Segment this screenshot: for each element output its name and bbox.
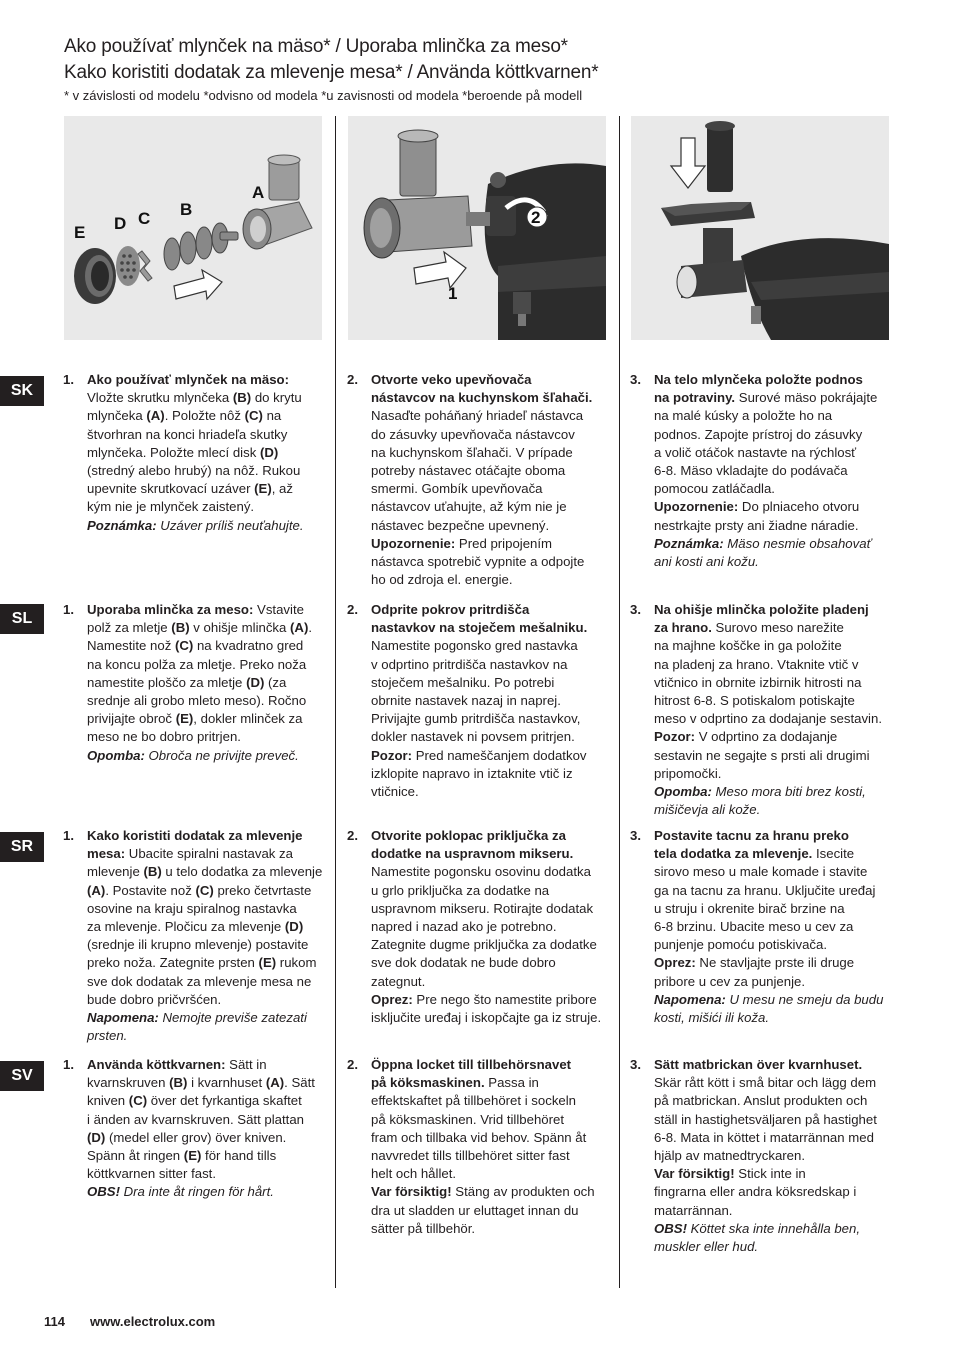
figure-attach-to-mixer	[348, 116, 606, 340]
step-text-line: 6-8. Mäso vkladajte do podávača	[654, 463, 848, 479]
step-text-line: Kako koristiti dodatak za mlevenje	[87, 828, 303, 843]
step-text-line: kvarnskruven (B) i kvarnhuset (A). Sätt	[87, 1075, 315, 1091]
step-text-line: sestavin ne segajte s prsti ali drugimi	[654, 747, 870, 763]
step-text-line: napred i nazad ako je potrebno.	[371, 919, 557, 935]
step-text-line: na koncu polža za mletje. Preko noža	[87, 656, 307, 672]
step-text-line: Poznámka: Mäso nesmie obsahovať	[654, 535, 872, 551]
step-text-line: OBS! Köttet ska inte innehålla ben,	[654, 1220, 860, 1236]
step-text-line: dra ut sladden ur eluttaget innan du	[371, 1202, 579, 1218]
step-text-line: Spänn åt ringen (E) för hand tills	[87, 1148, 277, 1164]
step-text-line: sätter på tillbehör.	[371, 1220, 476, 1236]
step-text-line: kým nie je mlynček zaistený.	[87, 499, 255, 515]
step-text-line: Odprite pokrov pritrdišča	[371, 602, 530, 617]
step-sr-1	[63, 827, 335, 1045]
column-divider-2	[619, 116, 620, 1288]
step-text-line: potreby nástavec otáčajte oboma	[371, 463, 566, 479]
step-text-line: za mlevenje. Pločicu za mlevenje (D)	[87, 919, 304, 935]
step-text-line: na pladenj za hrano. Vtaknite vtič v	[654, 656, 859, 672]
step-sk-1	[63, 371, 335, 535]
step-text-line: helt och hållet.	[371, 1166, 457, 1182]
step-text-line: mlynčeka. Položte mlecí disk (D)	[87, 444, 279, 460]
step-text-line: na majhne koščke in ga položite	[654, 638, 842, 654]
step-text-line: srednje ali grobo mleto meso). Ročno	[87, 693, 307, 709]
step-text-line: prsten.	[87, 1028, 128, 1044]
lang-tab-sv: SV	[0, 1061, 44, 1091]
step-text-line: podnos. Zapojte prístroj do zásuvky	[654, 426, 863, 442]
step-text-line: Otvorte veko upevňovača	[371, 372, 532, 387]
step-text-line: stoječem mešalniku. Po potrebi	[371, 674, 555, 690]
step-text-line: Pozor: Pred nameščanjem dodatkov	[371, 747, 587, 763]
step-text-line: Var försiktig! Stäng av produkten och	[371, 1184, 595, 1200]
step-text-line: (srednje ili krupno mlevenje) postavite	[87, 937, 309, 953]
step-text-line: pomocou zatláčadla.	[654, 481, 775, 497]
step-text-line: nástavcov uťahujte, až kým nie je	[371, 499, 567, 515]
step-text-line: Poznámka: Uzáver príliš neuťahujte.	[87, 517, 304, 533]
step-text-line: fingrarna eller andra köksredskap i	[654, 1184, 857, 1200]
label-b: B	[180, 200, 193, 219]
step-text-line: ani kosti ani kožu.	[654, 554, 759, 570]
step-text-line: navvredet tills tillbehöret sitter fast	[371, 1148, 570, 1164]
step-text-line: dokler nastavek ni povsem pritrjen.	[371, 729, 575, 745]
step-text-line: osovine na kraju spiralnog nastavka	[87, 900, 297, 916]
step-text-line: meso v odprtino za dodajanje sestavin.	[654, 711, 882, 727]
step-text-line: do zásuvky upevňovača nástavcov	[371, 426, 575, 442]
step-number: 1.	[63, 828, 74, 843]
step-text-line: dodatke na uspravnom mikseru.	[371, 846, 574, 862]
step-text-line: Opomba: Meso mora biti brez kosti,	[654, 784, 866, 800]
step-text-line: 6-8 brzinu. Ubacite meso u cev za	[654, 919, 854, 935]
step-text-line: Opomba: Obroča ne privijte preveč.	[87, 747, 299, 763]
step-text-line: Na ohišje mlinčka položite pladenj	[654, 602, 869, 617]
step-text-line: u grlo priključka za dodatke na	[371, 882, 550, 898]
step-text-line: på köksmaskinen. Vrid tillbehöret	[371, 1111, 565, 1127]
step-text-line: mišičevja ali kože.	[654, 802, 761, 818]
step-text-line: Vložte skrutku mlynčeka (B) do krytu	[87, 390, 302, 406]
step-text-line: Namestite pogonsko gred nastavka	[371, 638, 578, 654]
step-text-line: ga na tacnu za hranu. Uključite uređaj	[654, 882, 876, 898]
step-text-line: upevnite skrutkovací uzáver (E), až	[87, 481, 293, 497]
step-text-line: muskler eller hud.	[654, 1239, 759, 1255]
step-text-line: Använda köttkvarnen: Sätt in	[87, 1057, 267, 1072]
step-text-line: OBS! Dra inte åt ringen för hårt.	[87, 1184, 274, 1200]
step-text-line: namestite ploščo za mletje (D) (za	[87, 674, 287, 690]
step-number: 1.	[63, 372, 74, 387]
page-number: 114	[44, 1314, 65, 1329]
step-number: 1.	[63, 602, 74, 617]
label-step-1: 1	[448, 284, 458, 303]
step-sk-2	[347, 371, 619, 589]
lang-tab-sl: SL	[0, 604, 44, 634]
step-text-line: Upozornenie: Pred pripojením	[371, 535, 553, 551]
step-number: 2.	[347, 602, 358, 617]
step-text-line: na kuchynskom šľahači. V prípade	[371, 444, 573, 460]
step-text-line: fram och tillbaka vid behov. Spänn åt	[371, 1129, 587, 1145]
step-text-line: tela dodatka za mlevenje. Isecite	[654, 846, 855, 862]
lang-tab-sk: SK	[0, 376, 44, 406]
step-text-line: vtičnice.	[371, 784, 419, 800]
step-text-line: Oprez: Ne stavljajte prste ili druge	[654, 955, 855, 971]
step-text-line: punjenje pomoću potiskivača.	[654, 937, 828, 953]
step-text-line: nastavkov na stoječem mešalniku.	[371, 620, 588, 636]
step-text-line: (stredný alebo hrubý) na nôž. Rukou	[87, 463, 301, 479]
step-sl-1	[63, 601, 335, 765]
step-text-line: v odprtino pritrdišča nastavkov na	[371, 656, 568, 672]
step-text-line: Namestite pogonsku osovinu dodatka	[371, 864, 591, 880]
step-number: 3.	[630, 602, 641, 617]
step-number: 2.	[347, 372, 358, 387]
step-text-line: Postavite tacnu za hranu preko	[654, 828, 849, 843]
tray-illustration	[631, 116, 889, 340]
step-sr-2	[347, 827, 619, 1027]
label-a: A	[252, 183, 265, 202]
step-text-line: vtičnico in obrnite izbirnik hitrosti na	[654, 674, 862, 690]
step-text-line: mesa: Ubacite spiralni nastavak za	[87, 846, 293, 862]
step-text-line: nástavec bezpečne upevnený.	[371, 517, 550, 533]
step-text-line: Ako používať mlynček na mäso:	[87, 372, 289, 387]
figure-grinder-parts	[64, 116, 322, 340]
step-text-line: Skär rått kött i små bitar och lägg dem	[654, 1075, 877, 1091]
step-text-line: kosti, mišići ili koža.	[654, 1010, 770, 1026]
step-text-line: ställ in hastighetsväljaren på hastighet	[654, 1111, 877, 1127]
attach-illustration	[348, 116, 606, 340]
step-text-line: Namestite nož (C) na kvadratno gred	[87, 638, 304, 654]
step-text-line: u struju i okrenite birač brzine na	[654, 900, 845, 916]
step-text-line: kniven (C) över det fyrkantiga skaftet	[87, 1093, 302, 1109]
step-text-line: štvorhran na konci hriadeľa skutky	[87, 426, 288, 442]
step-text-line: zategnut.	[371, 973, 426, 989]
step-text-line: hitrost 6-8. S potiskalom potiskajte	[654, 693, 855, 709]
step-sl-3	[630, 601, 902, 819]
step-number: 3.	[630, 828, 641, 843]
step-text-line: Nasaďte poháňaný hriadeľ nástavca	[371, 408, 584, 424]
step-number: 2.	[347, 1057, 358, 1072]
step-text-line: meso ne bo dobro pritrjen.	[87, 729, 241, 745]
step-text-line: nástavcov na kuchynskom šľahači.	[371, 390, 593, 406]
step-text-line: sve dok dodatak ne bude dobro	[371, 955, 556, 971]
step-text-line: sirovo meso u male komade i stavite	[654, 864, 868, 880]
step-text-line: pribore u cev za punjenje.	[654, 973, 806, 989]
figure-tray-and-pusher	[631, 116, 889, 340]
step-text-line: ho od zdroja el. energie.	[371, 572, 513, 588]
step-text-line: nástavca spotrebič vypnite a odpojte	[371, 554, 585, 570]
step-number: 2.	[347, 828, 358, 843]
step-text-line: Otvorite poklopac priključka za	[371, 828, 566, 843]
step-text-line: hjälp av matnedtryckaren.	[654, 1148, 805, 1164]
step-text-line: 6-8. Mata in köttet i matarrännan med	[654, 1129, 874, 1145]
step-text-line: Uporaba mlinčka za meso: Vstavite	[87, 602, 304, 617]
step-text-line: Upozornenie: Do plniaceho otvoru	[654, 499, 860, 515]
lang-tab-sr: SR	[0, 832, 44, 862]
step-text-line: Zategnite dugme priključka za dodatke	[371, 937, 597, 953]
step-text-line: obrnite nastavek nazaj in naprej.	[371, 693, 561, 709]
step-text-line: Var försiktig! Stick inte in	[654, 1166, 806, 1182]
step-text-line: uspravnom mikseru. Rotirajte dodatak	[371, 900, 594, 916]
step-text-line: a volič otáčok nastavte na rýchlosť	[654, 444, 857, 460]
step-text-line: Öppna locket till tillbehörsnavet	[371, 1057, 572, 1072]
step-text-line: isključite uređaj i iskopčajte ga iz struje.	[371, 1010, 602, 1026]
step-text-line: Napomena: Nemojte previše zatezati	[87, 1010, 307, 1026]
step-text-line: za hrano. Surovo meso narežite	[654, 620, 844, 636]
step-text-line: (A). Postavite nož (C) preko četvrtaste	[87, 882, 312, 898]
model-note: * v závislosti od modelu *odvisno od modela *u zavisnosti od modela *beroende på modell	[64, 88, 583, 103]
step-text-line: på köksmaskinen. Passa in	[371, 1075, 539, 1091]
step-text-line: preko noža. Zategnite prsten (E) rukom	[87, 955, 317, 971]
step-text-line: matarrännan.	[654, 1202, 733, 1218]
label-c: C	[138, 209, 151, 228]
step-text-line: mlevenje (B) u telo dodatka za mlevenje	[87, 864, 323, 880]
step-text-line: effektskaftet på tillbehöret i sockeln	[371, 1093, 577, 1109]
step-text-line: polž za mletje (B) v ohišje mlinčka (A).	[87, 620, 313, 636]
label-d: D	[114, 214, 127, 233]
step-text-line: Napomena: U mesu ne smeju da budu	[654, 991, 884, 1007]
step-sv-3	[630, 1056, 902, 1256]
step-sl-2	[347, 601, 619, 801]
step-text-line: izklopite napravo in iztaknite vtič iz	[371, 765, 573, 781]
footer-website: www.electrolux.com	[90, 1314, 216, 1329]
column-divider-1	[335, 116, 336, 1288]
step-text-line: privijajte obroč (E), dokler mlinček za	[87, 711, 303, 727]
step-sr-3	[630, 827, 902, 1027]
step-text-line: na potraviny. Surové mäso pokrájajte	[654, 390, 878, 406]
step-text-line: bude dobro pričvršćen.	[87, 991, 222, 1007]
step-number: 3.	[630, 372, 641, 387]
step-text-line: Oprez: Pre nego što namestite pribore	[371, 991, 597, 1007]
step-text-line: köttkvarnen sitter fast.	[87, 1166, 216, 1182]
label-step-2: 2	[531, 208, 541, 227]
step-text-line: mlynčeka (A). Položte nôž (C) na	[87, 408, 282, 424]
grinder-parts-illustration	[64, 116, 322, 340]
step-text-line: smermi. Gombík upevňovača	[371, 481, 543, 497]
step-text-line: Privijajte gumb pritrdišča nastavkov,	[371, 711, 581, 727]
step-text-line: (D) (medel eller grov) över kniven.	[87, 1129, 287, 1145]
step-text-line: på matbrickan. Anslut produkten och	[654, 1093, 868, 1109]
step-number: 3.	[630, 1057, 641, 1072]
step-text-line: i änden av kvarnskruven. Sätt plattan	[87, 1111, 304, 1127]
step-text-line: pripomočki.	[654, 765, 722, 781]
step-sv-2	[347, 1056, 619, 1238]
step-text-line: Pozor: V odprtino za dodajanje	[654, 729, 838, 745]
step-text-line: Na telo mlynčeka položte podnos	[654, 372, 863, 387]
step-text-line: nestrkajte prsty ani žiadne náradie.	[654, 517, 859, 533]
step-text-line: Sätt matbrickan över kvarnhuset.	[654, 1057, 863, 1072]
step-sk-3	[630, 371, 902, 571]
label-e: E	[74, 223, 86, 242]
step-text-line: na malé kúsky a položte ho na	[654, 408, 833, 424]
step-sv-1	[63, 1056, 335, 1202]
step-number: 1.	[63, 1057, 74, 1072]
page-title-line-1: Ako používať mlynček na mäso* / Uporaba mlinčka za meso*	[64, 36, 568, 57]
step-text-line: sve dok dodatak za mlevenje mesa ne	[87, 973, 312, 989]
page-title-line-2: Kako koristiti dodatak za mlevenje mesa* / Använda köttkvarnen*	[64, 62, 599, 83]
